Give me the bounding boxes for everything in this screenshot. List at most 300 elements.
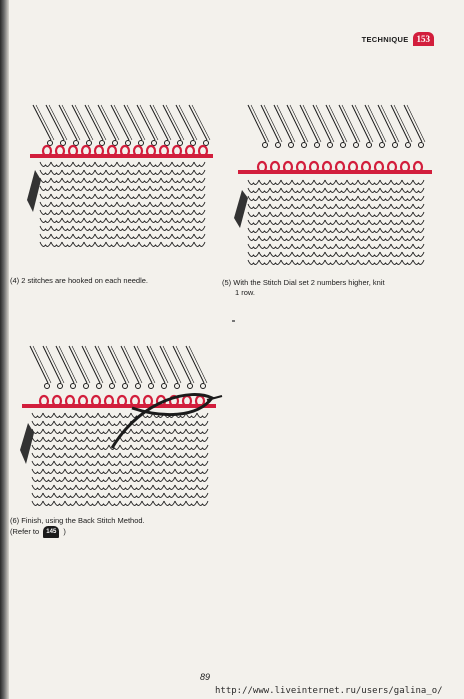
knit-stitch xyxy=(164,485,175,489)
knit-stitch xyxy=(150,210,161,214)
knit-stitch xyxy=(259,252,270,256)
knit-stitch xyxy=(65,493,76,497)
knit-stitch xyxy=(142,477,153,481)
needle-hook xyxy=(276,143,281,148)
knit-stitch xyxy=(292,204,303,208)
needle-group xyxy=(30,346,207,389)
knit-stitch xyxy=(325,180,336,184)
knit-stitch xyxy=(314,180,325,184)
knit-stitch xyxy=(131,477,142,481)
knit-stitch xyxy=(51,234,62,238)
knit-stitch xyxy=(32,501,43,505)
needle-shadow xyxy=(85,346,103,383)
knit-stitch xyxy=(43,461,54,465)
knit-stitch xyxy=(106,234,117,238)
knit-stitch xyxy=(270,244,281,248)
knit-stitch xyxy=(314,236,325,240)
knit-stitch xyxy=(347,204,358,208)
knit-stitch xyxy=(164,421,175,425)
knit-stitch xyxy=(358,228,369,232)
knit-stitch xyxy=(84,170,95,174)
knit-stitch xyxy=(150,242,161,246)
knit-stitch xyxy=(40,218,51,222)
knit-stitch xyxy=(380,204,391,208)
needle-hook xyxy=(61,141,66,146)
knit-stitch xyxy=(120,461,131,465)
knit-stitch xyxy=(142,421,153,425)
needle-shadow xyxy=(114,105,132,140)
knit-stitch xyxy=(128,242,139,246)
knit-stitch xyxy=(95,226,106,230)
knit-stitch xyxy=(76,421,87,425)
knit-stitch xyxy=(175,501,186,505)
knit-stitch xyxy=(358,244,369,248)
knit-stitch xyxy=(153,485,164,489)
knit-stitch xyxy=(131,445,142,449)
knit-stitch xyxy=(62,170,73,174)
knit-stitch xyxy=(380,220,391,224)
needle-hook xyxy=(175,384,180,389)
knit-stitch xyxy=(248,180,259,184)
knit-stitch xyxy=(358,212,369,216)
knit-stitch xyxy=(164,445,175,449)
knit-stitch xyxy=(175,429,186,433)
knit-stitch xyxy=(194,170,205,174)
knit-stitch xyxy=(183,178,194,182)
knit-stitch xyxy=(84,202,95,206)
figure-5-caption-line2: 1 row. xyxy=(235,288,256,297)
knit-stitch xyxy=(281,260,292,264)
knit-stitch xyxy=(270,196,281,200)
knit-stitch xyxy=(84,194,95,198)
knit-stitch xyxy=(117,170,128,174)
knit-stitch xyxy=(175,421,186,425)
knit-stitch xyxy=(402,196,413,200)
knit-stitch xyxy=(84,218,95,222)
knit-stitch xyxy=(391,196,402,200)
knit-stitch xyxy=(32,445,43,449)
knit-stitch xyxy=(186,453,197,457)
knit-stitch xyxy=(51,202,62,206)
knit-stitch xyxy=(391,204,402,208)
knit-stitch xyxy=(43,413,54,417)
knit-stitch xyxy=(131,429,142,433)
knit-stitch xyxy=(73,218,84,222)
knit-stitch xyxy=(270,260,281,264)
knit-stitch xyxy=(281,252,292,256)
knit-stitch xyxy=(194,234,205,238)
needle-shadow xyxy=(75,105,93,140)
knit-stitch xyxy=(51,194,62,198)
needle-shadow xyxy=(316,105,334,142)
knit-stitch xyxy=(347,252,358,256)
knit-stitch xyxy=(380,244,391,248)
knit-stitch xyxy=(314,188,325,192)
knit-stitch xyxy=(87,501,98,505)
knit-stitch xyxy=(40,234,51,238)
knit-stitch xyxy=(281,196,292,200)
knit-stitch xyxy=(153,421,164,425)
knit-stitch xyxy=(139,226,150,230)
knit-stitch xyxy=(347,260,358,264)
knit-stitch xyxy=(150,194,161,198)
knit-stitch xyxy=(76,493,87,497)
knit-stitch xyxy=(65,445,76,449)
knit-stitch xyxy=(139,186,150,190)
needle-hook xyxy=(419,143,424,148)
needle-shadow xyxy=(381,105,399,142)
knit-stitch xyxy=(65,413,76,417)
knit-stitch xyxy=(248,196,259,200)
knit-stitch xyxy=(186,493,197,497)
knit-stitch xyxy=(95,162,106,166)
knit-stitch xyxy=(161,242,172,246)
needle-shadow xyxy=(153,105,171,140)
knit-stitch xyxy=(73,202,84,206)
knit-stitch xyxy=(98,437,109,441)
knit-stitch xyxy=(172,218,183,222)
needle-hook xyxy=(45,384,50,389)
knit-stitch xyxy=(153,477,164,481)
figure-4-illustration xyxy=(15,100,230,265)
knit-stitch xyxy=(120,445,131,449)
knit-stitch xyxy=(314,260,325,264)
knit-stitch xyxy=(139,194,150,198)
knit-stitch xyxy=(303,236,314,240)
knit-stitch xyxy=(51,186,62,190)
knit-stitch xyxy=(175,461,186,465)
knit-stitch xyxy=(259,188,270,192)
knit-stitch xyxy=(325,212,336,216)
knit-stitch xyxy=(87,421,98,425)
needle-shadow xyxy=(163,346,181,383)
knit-stitch xyxy=(139,162,150,166)
knit-stitch xyxy=(164,477,175,481)
knit-stitch xyxy=(336,188,347,192)
needle-hook xyxy=(71,384,76,389)
knit-stitch xyxy=(161,226,172,230)
knit-stitch xyxy=(109,469,120,473)
knit-stitch xyxy=(65,421,76,425)
knit-stitch xyxy=(248,244,259,248)
needle-hook xyxy=(263,143,268,148)
knit-stitch xyxy=(76,461,87,465)
figure-6-illustration xyxy=(12,338,227,513)
ref-suffix: ) xyxy=(63,526,66,536)
knit-stitch xyxy=(153,469,164,473)
knit-stitch xyxy=(142,445,153,449)
needle-shadow xyxy=(33,346,51,383)
knit-stitch xyxy=(153,445,164,449)
knit-stitch xyxy=(183,170,194,174)
knit-stitch xyxy=(51,210,62,214)
knit-stitch xyxy=(402,252,413,256)
knit-stitch xyxy=(62,202,73,206)
knit-stitch xyxy=(142,453,153,457)
knit-fabric xyxy=(32,413,208,505)
knit-stitch xyxy=(325,196,336,200)
knit-stitch xyxy=(131,453,142,457)
knit-stitch xyxy=(172,226,183,230)
knit-stitch xyxy=(40,226,51,230)
knit-stitch xyxy=(109,421,120,425)
knit-stitch xyxy=(128,202,139,206)
knit-stitch xyxy=(106,226,117,230)
knit-stitch xyxy=(194,202,205,206)
knit-stitch xyxy=(43,437,54,441)
knit-stitch xyxy=(413,228,424,232)
knit-stitch xyxy=(172,210,183,214)
knit-stitch xyxy=(325,228,336,232)
knit-stitch xyxy=(175,493,186,497)
knit-stitch xyxy=(84,162,95,166)
knit-stitch xyxy=(117,234,128,238)
knit-stitch xyxy=(142,429,153,433)
knit-stitch xyxy=(402,228,413,232)
knit-stitch xyxy=(117,218,128,222)
knit-stitch xyxy=(380,196,391,200)
needle-shadow xyxy=(355,105,373,142)
knit-stitch xyxy=(314,196,325,200)
knit-stitch xyxy=(117,178,128,182)
knit-stitch xyxy=(197,453,208,457)
knit-stitch xyxy=(413,180,424,184)
knit-stitch xyxy=(183,186,194,190)
knit-stitch xyxy=(402,212,413,216)
knit-stitch xyxy=(358,180,369,184)
knit-stitch xyxy=(281,212,292,216)
figure-4-caption: (4) 2 stitches are hooked on each needle. xyxy=(10,276,149,285)
knit-stitch xyxy=(128,218,139,222)
knit-stitch xyxy=(120,501,131,505)
knit-stitch xyxy=(43,501,54,505)
carriage-edge xyxy=(27,170,41,212)
knit-stitch xyxy=(172,170,183,174)
knit-stitch xyxy=(43,453,54,457)
knit-stitch xyxy=(87,461,98,465)
knit-stitch xyxy=(164,469,175,473)
knit-stitch xyxy=(281,204,292,208)
knit-stitch xyxy=(292,228,303,232)
knit-stitch xyxy=(95,210,106,214)
figure-5-caption xyxy=(222,278,434,298)
knit-stitch xyxy=(98,421,109,425)
knit-stitch xyxy=(84,234,95,238)
knit-stitch xyxy=(62,218,73,222)
knit-stitch xyxy=(120,437,131,441)
knit-stitch xyxy=(369,212,380,216)
knit-stitch xyxy=(106,218,117,222)
needle-shadow xyxy=(137,346,155,383)
knit-stitch xyxy=(87,429,98,433)
knit-stitch xyxy=(131,461,142,465)
knit-stitch xyxy=(175,453,186,457)
needle-hook xyxy=(191,141,196,146)
knit-stitch xyxy=(128,186,139,190)
needle-shadow xyxy=(189,346,207,383)
needle-shadow xyxy=(166,105,184,140)
knit-stitch xyxy=(40,194,51,198)
knit-stitch xyxy=(186,501,197,505)
knit-stitch xyxy=(186,477,197,481)
knit-stitch xyxy=(109,485,120,489)
needle-shadow xyxy=(62,105,80,140)
needle-shadow xyxy=(88,105,106,140)
knit-stitch xyxy=(413,220,424,224)
knit-stitch xyxy=(131,437,142,441)
knit-stitch xyxy=(98,477,109,481)
knit-stitch xyxy=(139,210,150,214)
knit-stitch xyxy=(98,453,109,457)
knit-stitch xyxy=(98,445,109,449)
knit-stitch xyxy=(391,236,402,240)
knit-stitch xyxy=(51,162,62,166)
red-yarn xyxy=(238,162,432,174)
knit-stitch xyxy=(106,210,117,214)
knit-stitch xyxy=(347,212,358,216)
knit-stitch xyxy=(347,228,358,232)
knit-stitch xyxy=(65,437,76,441)
knit-stitch xyxy=(43,493,54,497)
knit-stitch xyxy=(186,485,197,489)
needle-hook xyxy=(162,384,167,389)
knit-stitch xyxy=(73,178,84,182)
knit-stitch xyxy=(87,485,98,489)
knit-stitch xyxy=(65,461,76,465)
knit-stitch xyxy=(95,202,106,206)
knit-stitch xyxy=(336,228,347,232)
knit-stitch xyxy=(153,437,164,441)
needle-shadow xyxy=(59,346,77,383)
knit-stitch xyxy=(186,429,197,433)
knit-stitch xyxy=(259,236,270,240)
knit-stitch xyxy=(281,228,292,232)
knit-stitch xyxy=(183,194,194,198)
needle-hook xyxy=(188,384,193,389)
knit-stitch xyxy=(325,188,336,192)
needle-group xyxy=(33,105,210,146)
knit-stitch xyxy=(128,210,139,214)
knit-stitch xyxy=(358,196,369,200)
knit-stitch xyxy=(109,493,120,497)
knit-stitch xyxy=(259,244,270,248)
knit-stitch xyxy=(197,413,208,417)
knit-stitch xyxy=(62,194,73,198)
needle-group xyxy=(248,105,425,148)
knit-stitch xyxy=(248,212,259,216)
knit-stitch xyxy=(54,477,65,481)
knit-stitch xyxy=(281,220,292,224)
needle-hook xyxy=(87,141,92,146)
knit-stitch xyxy=(183,218,194,222)
knit-stitch xyxy=(402,236,413,240)
knit-stitch xyxy=(314,212,325,216)
knit-stitch xyxy=(62,178,73,182)
knit-stitch xyxy=(413,188,424,192)
knit-stitch xyxy=(358,252,369,256)
needle-hook xyxy=(136,384,141,389)
knit-stitch xyxy=(62,242,73,246)
knit-stitch xyxy=(325,244,336,248)
knit-stitch xyxy=(172,186,183,190)
figure-5-caption-line1: (5) With the Stitch Dial set 2 numbers higher, knit xyxy=(222,278,385,287)
knit-stitch xyxy=(314,204,325,208)
knit-stitch xyxy=(270,204,281,208)
needle-hook xyxy=(367,143,372,148)
knit-stitch xyxy=(380,180,391,184)
knit-stitch xyxy=(73,186,84,190)
knit-stitch xyxy=(139,178,150,182)
knit-stitch xyxy=(369,260,380,264)
knit-stitch xyxy=(347,188,358,192)
knit-stitch xyxy=(402,260,413,264)
knit-stitch xyxy=(183,226,194,230)
knit-stitch xyxy=(32,461,43,465)
knit-stitch xyxy=(336,260,347,264)
knit-stitch xyxy=(73,162,84,166)
knit-stitch xyxy=(186,421,197,425)
knit-stitch xyxy=(120,413,131,417)
knit-stitch xyxy=(76,445,87,449)
knit-stitch xyxy=(270,188,281,192)
needle-shadow xyxy=(124,346,142,383)
needle-shadow xyxy=(407,105,425,142)
needle-hook xyxy=(48,141,53,146)
knit-stitch xyxy=(40,242,51,246)
needle-hook xyxy=(113,141,118,146)
needle-shadow xyxy=(36,105,54,140)
needle-hook xyxy=(204,141,209,146)
knit-stitch xyxy=(183,242,194,246)
knit-stitch xyxy=(131,493,142,497)
knit-stitch xyxy=(303,260,314,264)
knit-stitch xyxy=(292,252,303,256)
knit-stitch xyxy=(84,242,95,246)
knit-stitch xyxy=(402,204,413,208)
knit-stitch xyxy=(186,461,197,465)
knit-stitch xyxy=(142,493,153,497)
knit-stitch xyxy=(54,453,65,457)
knit-stitch xyxy=(380,260,391,264)
knit-stitch xyxy=(161,234,172,238)
needle-hook xyxy=(126,141,131,146)
knit-stitch xyxy=(380,252,391,256)
knit-stitch xyxy=(117,194,128,198)
knit-stitch xyxy=(292,236,303,240)
knit-stitch xyxy=(347,244,358,248)
knit-stitch xyxy=(197,437,208,441)
knit-stitch xyxy=(248,204,259,208)
needle-shadow xyxy=(368,105,386,142)
needle-hook xyxy=(289,143,294,148)
knit-stitch xyxy=(76,437,87,441)
knit-stitch xyxy=(54,445,65,449)
knit-stitch xyxy=(131,469,142,473)
knit-stitch xyxy=(172,234,183,238)
knit-stitch xyxy=(391,244,402,248)
needle-hook xyxy=(74,141,79,146)
knit-stitch xyxy=(73,226,84,230)
red-yarn xyxy=(22,396,216,408)
knit-stitch xyxy=(98,493,109,497)
knit-stitch xyxy=(197,493,208,497)
knit-stitch xyxy=(32,493,43,497)
knit-stitch xyxy=(87,477,98,481)
needle-hook xyxy=(165,141,170,146)
knit-stitch xyxy=(109,501,120,505)
knit-stitch xyxy=(161,162,172,166)
needle-hook xyxy=(380,143,385,148)
